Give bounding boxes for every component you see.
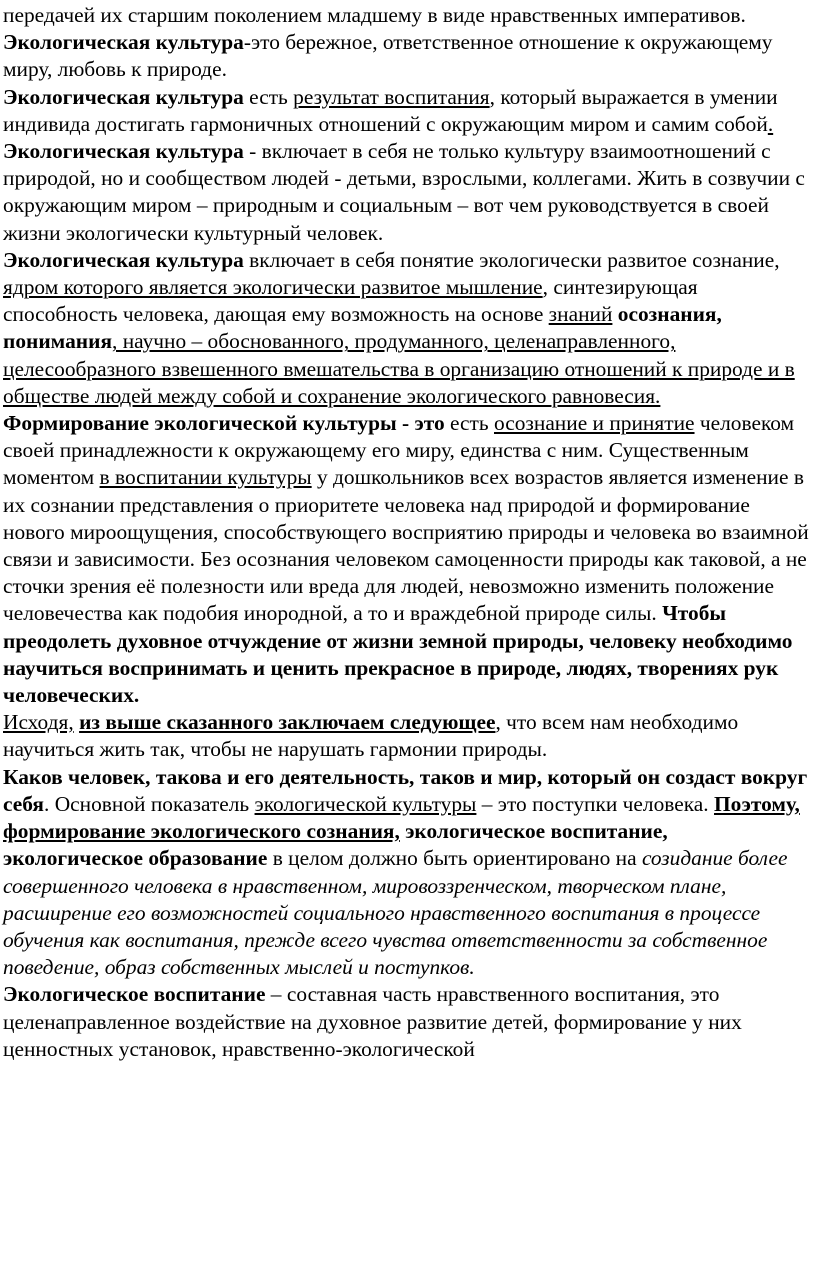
text-run: созидание более совершенного человека в нравственном, мировоззренческом, творческом плане, расширение его возможностей социального нравственного воспитания в процессе обучения как воспитания, прежде всего чувства ответственности за собственное поведение, образ собственных мыслей и поступков.	[3, 846, 788, 980]
text-run: экологическое воспитание, экологическое образование	[3, 819, 668, 871]
text-run: осознание и принятие	[494, 411, 695, 436]
paragraph-definition-relationships	[3, 138, 810, 247]
paragraph-definition-upbringing-result	[3, 84, 810, 138]
text-run: экологической культуры	[254, 791, 477, 816]
text-run: передачей их старшим поколением младшему в виде нравственных императивов.	[3, 3, 746, 27]
text-run: осознания, понимания	[3, 302, 722, 354]
text-run: , синтезирующая способность человека, дающая ему возможность на основе	[3, 275, 698, 327]
paragraph-definition-consciousness	[3, 247, 810, 410]
text-run: из выше сказанного заключаем следующее	[79, 710, 496, 735]
text-run: есть	[243, 84, 294, 109]
text-run: в воспитании культуры	[99, 465, 312, 490]
text-run: , научно – обоснованного, продуманного, целенаправленного, целесообразного взвешенного вмешательства в организацию отношений к природе и в обществе людей между собой и сохранение экологического равновесия.	[3, 329, 795, 408]
paragraph-formation	[3, 410, 810, 709]
text-run: – составная часть нравственного воспитания, это целенаправленное воздействие на духовное развитие детей, формирование у них ценностных установок, нравственно-экологической	[3, 982, 742, 1061]
paragraph-ecological-upbringing	[3, 981, 810, 1063]
text-run: , что всем нам необходимо научиться жить так, чтобы не нарушать гармонии природы.	[3, 710, 739, 762]
paragraph-conclusion	[3, 709, 810, 763]
text-run: знаний	[548, 302, 613, 327]
paragraph-actions-indicator	[3, 764, 810, 982]
text-run: Экологическая культура	[3, 30, 244, 55]
text-run: -это бережное, ответственное отношение к окружающему миру, любовь к природе.	[3, 30, 773, 82]
text-run: ядром которого является экологически развитое мышление	[3, 275, 543, 300]
text-run: Каков человек, такова и его деятельность, таков и мир, который он создаст вокруг себя	[3, 764, 808, 816]
text-run: включает в себя понятие экологически развитое сознание,	[243, 247, 780, 272]
text-run: есть	[444, 411, 494, 436]
text-run: Экологическая культура	[3, 84, 244, 109]
text-run: .	[767, 111, 774, 136]
text-run: Исходя,	[3, 710, 74, 735]
text-run: . Основной показатель	[44, 791, 255, 816]
text-run: у дошкольников всех возрастов является изменение в их сознании представления о приоритете человека над природой и формирование нового мироощущения, способствующего восприятию природы и человека во взаимной связи и зависимости. Без осознания человеком самоценности природы как таковой, а не сточки зрения её полезности или вреда для людей, невозможно изменить положение человечества как подобия инородной, а то и враждебной природе силы.	[3, 465, 809, 626]
text-run: Экологическая культура	[3, 247, 244, 272]
text-run: – это поступки человека.	[476, 791, 715, 816]
text-run: в целом должно быть ориентировано на	[267, 846, 642, 871]
text-run: Экологическое воспитание	[3, 982, 266, 1007]
text-run: - включает в себя не только культуру взаимоотношений с природой, но и сообществом людей - детьми, взрослыми, коллегами. Жить в созвучии с окружающим миром – природным и социальным – вот чем руководствуется в своей жизни экологически культурный человек.	[3, 139, 805, 245]
text-run: результат воспитания	[293, 84, 490, 109]
text-run: , который выражается в умении индивида достигать гармоничных отношений с окружающим миром и самим собой	[3, 84, 778, 136]
paragraph-definition-attitude	[3, 29, 810, 83]
text-run: Экологическая культура	[3, 139, 244, 164]
text-run: человеком своей принадлежности к окружающему его миру, единства с ним. Существенным моментом	[3, 411, 795, 490]
text-run: Формирование экологической культуры - это	[3, 411, 445, 436]
paragraph-intro-continuation	[3, 2, 810, 29]
text-run: Чтобы преодолеть духовное отчуждение от жизни земной природы, человеку необходимо научиться воспринимать и ценить прекрасное в природе, людях, творениях рук человеческих.	[3, 601, 793, 708]
text-run: Поэтому, формирование экологического сознания,	[3, 791, 800, 844]
